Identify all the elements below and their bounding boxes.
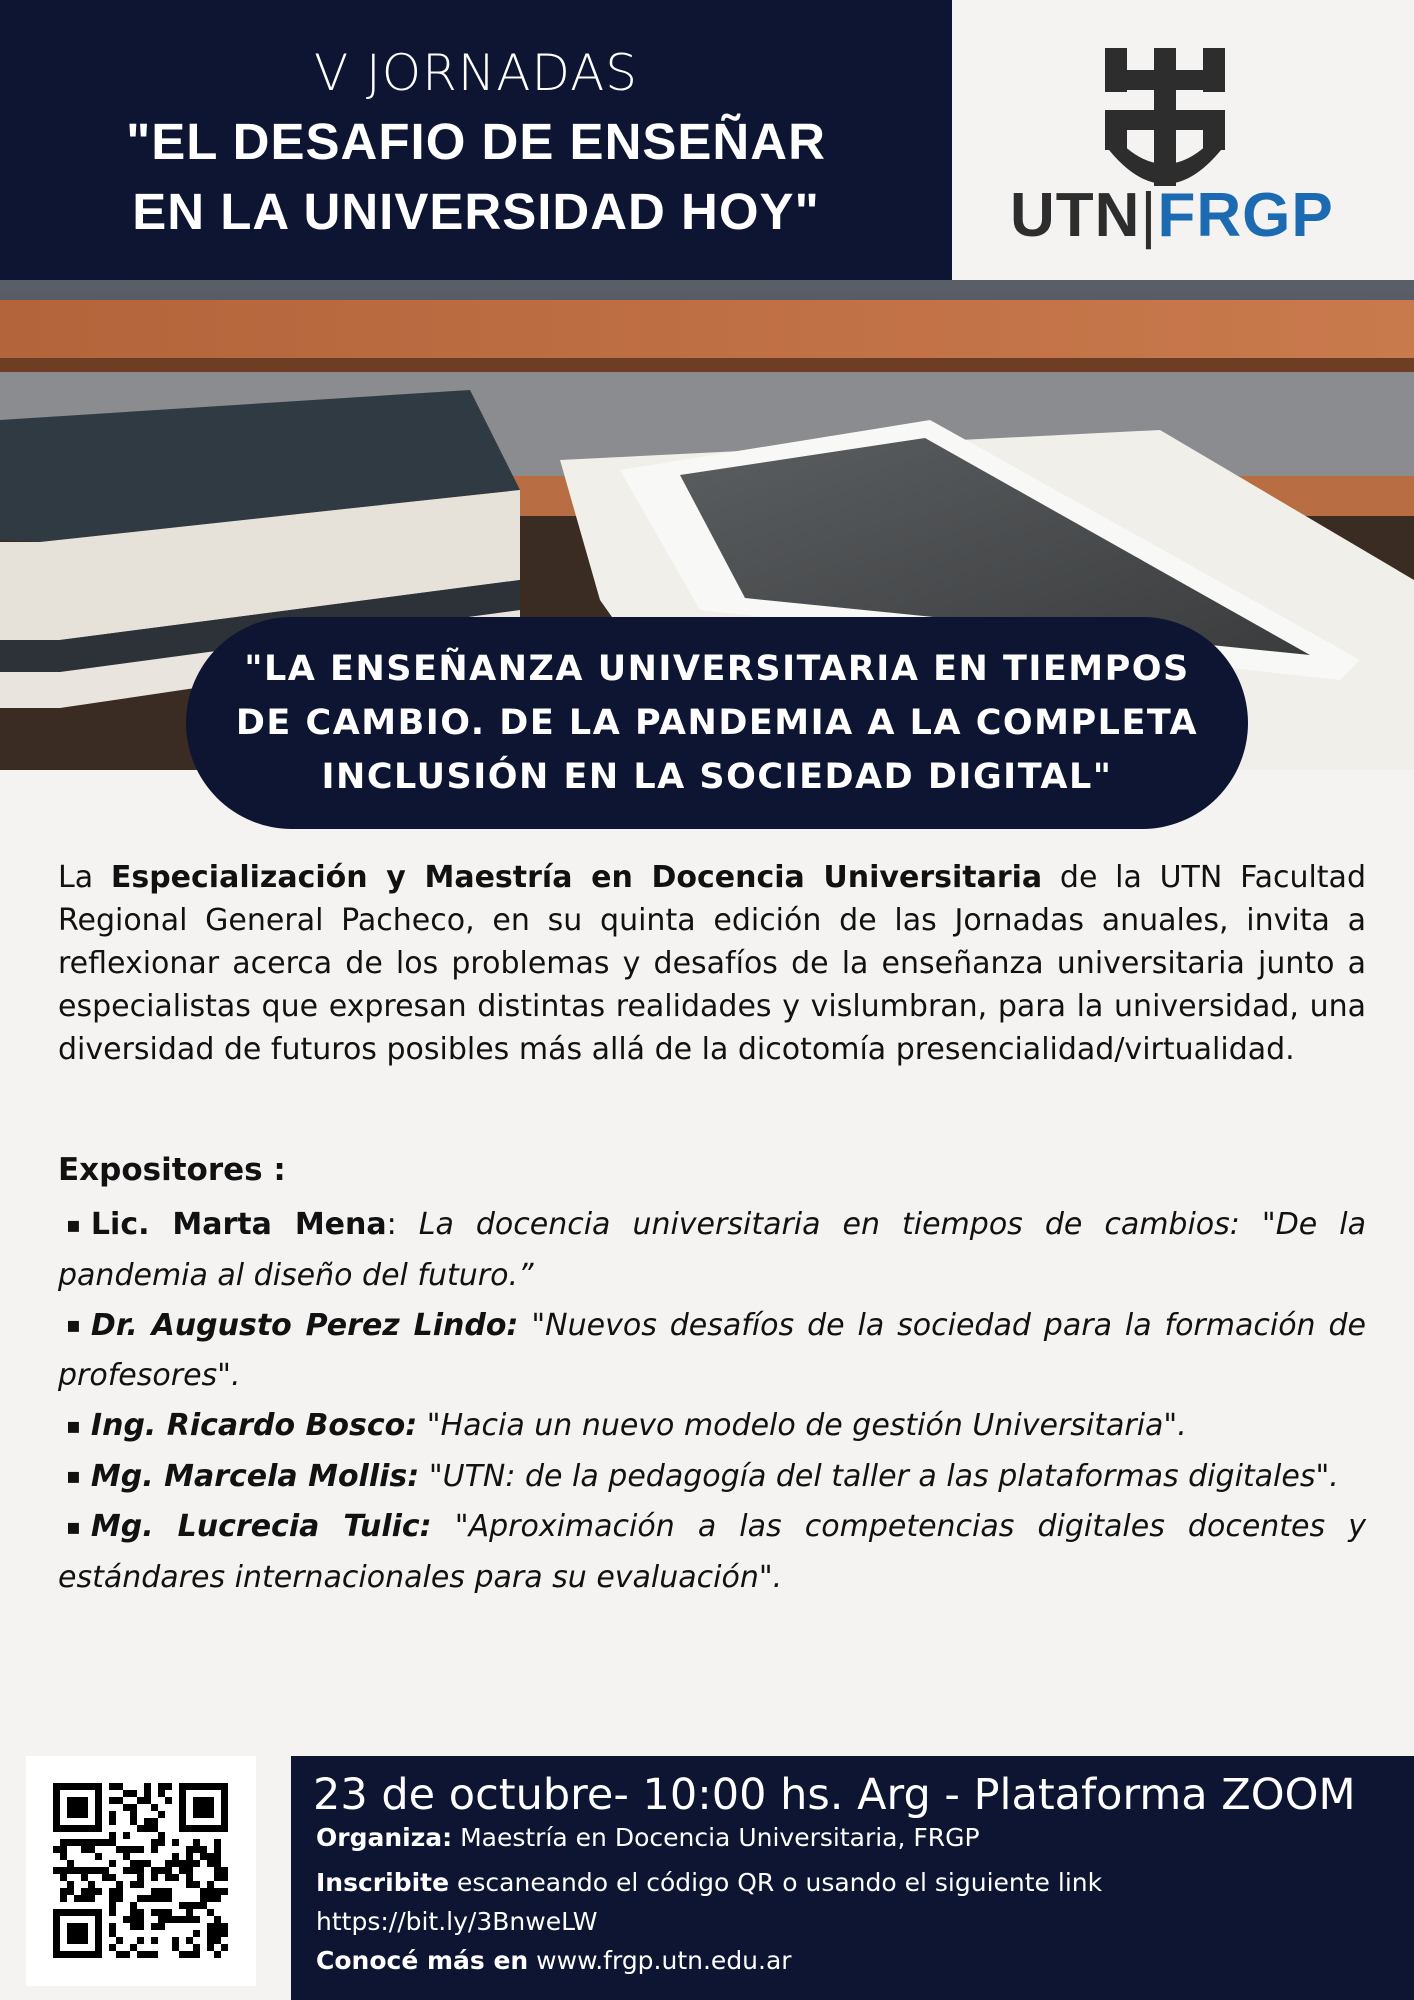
website-line[interactable]: Conocé más en www.frgp.utn.edu.ar (316, 1946, 792, 1975)
speaker-name: Ing. Ricardo Bosco: (90, 1408, 418, 1443)
speaker-talk: "Nuevos desafíos de la sociedad para la formación de profesores". (58, 1307, 1366, 1393)
bullet-icon: ▪ (66, 1413, 81, 1439)
speakers-heading: Expositores : (58, 1152, 286, 1188)
speaker-item (58, 1452, 1366, 1503)
bullet-icon: ▪ (66, 1212, 81, 1238)
conference-theme-text: "LA ENSEÑANZA UNIVERSITARIA EN TIEMPOS DE CAMBIO. DE LA PANDEMIA A LA COMPLETA INCLUSIÓN EN LA SOCIEDAD DIGITAL" (235, 649, 1199, 797)
event-info-box (291, 1756, 1414, 2000)
speaker-talk: "UTN: de la pedagogía del taller a las plataformas digitales". (428, 1458, 1339, 1494)
event-edition: V JORNADAS (313, 44, 639, 102)
speaker-item (58, 1401, 1366, 1452)
speakers-list (58, 1200, 1366, 1603)
speaker-talk: La docencia universitaria en tiempos de cambios: "De la pandemia al diseño del futuro.” (58, 1207, 1366, 1293)
qr-code[interactable] (26, 1756, 256, 1986)
speaker-item (58, 1502, 1366, 1603)
bullet-icon: ▪ (66, 1464, 81, 1489)
event-title-line2: EN LA UNIVERSIDAD HOY" (132, 183, 820, 240)
speaker-talk: "Aproximación a las competencias digitales docentes y estándares internacionales para su evaluación". (58, 1509, 1366, 1595)
speaker-name: Mg. Lucrecia Tulic: (90, 1509, 432, 1544)
speaker-item (58, 1301, 1366, 1402)
bullet-icon: ▪ (66, 1514, 81, 1540)
conference-theme-banner (186, 617, 1248, 829)
event-title-line1: "EL DESAFIO DE ENSEÑAR (126, 113, 826, 170)
event-date: 23 de octubre- 10:00 hs. Arg - Plataforma ZOOM (313, 1770, 1356, 1820)
registration-line: Inscribite escaneando el código QR o usando el siguiente link (316, 1868, 1103, 1897)
qr-code-icon (26, 1756, 256, 1986)
speaker-name: Dr. Augusto Perez Lindo: (90, 1307, 519, 1343)
registration-link[interactable]: https://bit.ly/3BnweLW (316, 1907, 598, 1936)
intro-paragraph: La Especialización y Maestría en Docencia Universitaria de la UTN Facultad Regional General Pacheco, en su quinta edición de las Jornadas anuales, invita a reflexionar acerca de los problemas y desafíos de la enseñanza universitaria junto a especialistas que expresan distintas realidades y vislumbran, para la universidad, una diversidad de futuros posibles más allá de la dicotomía presencialidad/virtualidad. (58, 860, 1366, 1067)
utn-emblem-icon (1105, 48, 1225, 186)
speaker-talk: "Hacia un nuevo modelo de gestión Universitaria". (426, 1408, 1187, 1443)
speaker-name: Mg. Marcela Mollis: (90, 1458, 420, 1494)
speaker-name: Lic. Marta Mena (90, 1207, 387, 1242)
organizer-line: Organiza: Maestría en Docencia Universitaria, FRGP (316, 1823, 980, 1852)
speaker-item: ▪ Lic. Marta Mena: La docencia universitaria en tiempos de cambios: "De la pandemia al diseño del futuro.” (58, 1200, 1366, 1301)
program-name: Especialización y Maestría en Docencia Universitaria (110, 860, 1043, 895)
header-banner (0, 0, 952, 280)
bullet-icon: ▪ (66, 1313, 81, 1338)
utn-frgp-logo: UTN|FRGP (1010, 181, 1334, 250)
